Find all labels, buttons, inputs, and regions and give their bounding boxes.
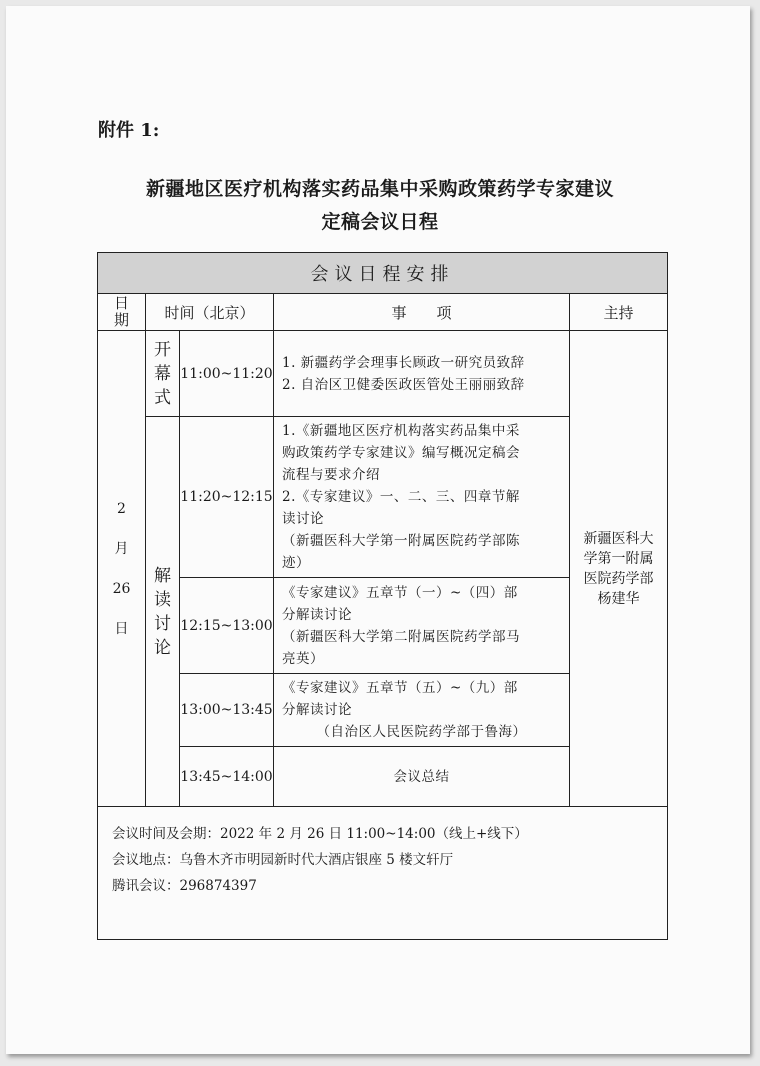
schedule-table <box>97 252 668 940</box>
header-date: 日期 <box>98 294 146 331</box>
schedule-banner: 会议日程安排 <box>98 253 668 294</box>
header-time: 时间（北京） <box>146 294 274 331</box>
time-cell: 12:15~13:00 <box>180 578 274 674</box>
item-cell: 会议总结 <box>274 747 570 807</box>
time-cell: 11:20~12:15 <box>180 417 274 578</box>
host-cell: 新疆医科大 学第一附属 医院药学部 杨建华 <box>570 331 668 807</box>
time-cell: 11:00~11:20 <box>180 331 274 417</box>
meeting-info-row <box>98 807 668 940</box>
meeting-info <box>98 807 668 940</box>
table-row <box>98 331 668 417</box>
annex-label: 附件 1: <box>98 120 160 141</box>
tencent-meeting-line: 腾讯会议：296874397 <box>112 878 257 894</box>
document-title-line2: 定稿会议日程 <box>321 211 439 233</box>
item-cell: 1.《新疆地区医疗机构落实药品集中采 购政策药学专家建议》编写概况定稿会 流程与要求介绍 2.《专家建议》一、二、三、四章节解 读讨论 （新疆医科大学第一附属医院药学部陈 迹） <box>274 417 570 578</box>
time-cell: 13:00~13:45 <box>180 674 274 747</box>
date-cell: 2 月 26 日 <box>98 331 146 807</box>
section-opening: 开 幕 式 <box>146 331 180 417</box>
item-cell: 《专家建议》五章节（五）~（九）部 分解读讨论 （自治区人民医院药学部于鲁海） <box>274 674 570 747</box>
item-cell: 1. 新疆药学会理事长顾政一研究员致辞 2. 自治区卫健委医政医管处王丽丽致辞 <box>274 331 570 417</box>
table-header-row <box>98 294 668 331</box>
time-cell: 13:45~14:00 <box>180 747 274 807</box>
meeting-place-line: 会议地点：乌鲁木齐市明园新时代大酒店银座 5 楼文轩厅 <box>112 852 454 868</box>
item-cell: 《专家建议》五章节（一）~（四）部 分解读讨论 （新疆医科大学第二附属医院药学部马 亮英） <box>274 578 570 674</box>
header-host: 主持 <box>570 294 668 331</box>
meeting-time-line: 会议时间及会期：2022 年 2 月 26 日 11:00~14:00（线上+线下） <box>112 826 528 842</box>
section-discussion: 解 读 讨 论 <box>146 417 180 807</box>
header-item: 事 项 <box>274 294 570 331</box>
document-title-line1: 新疆地区医疗机构落实药品集中采购政策药学专家建议 <box>145 178 614 200</box>
